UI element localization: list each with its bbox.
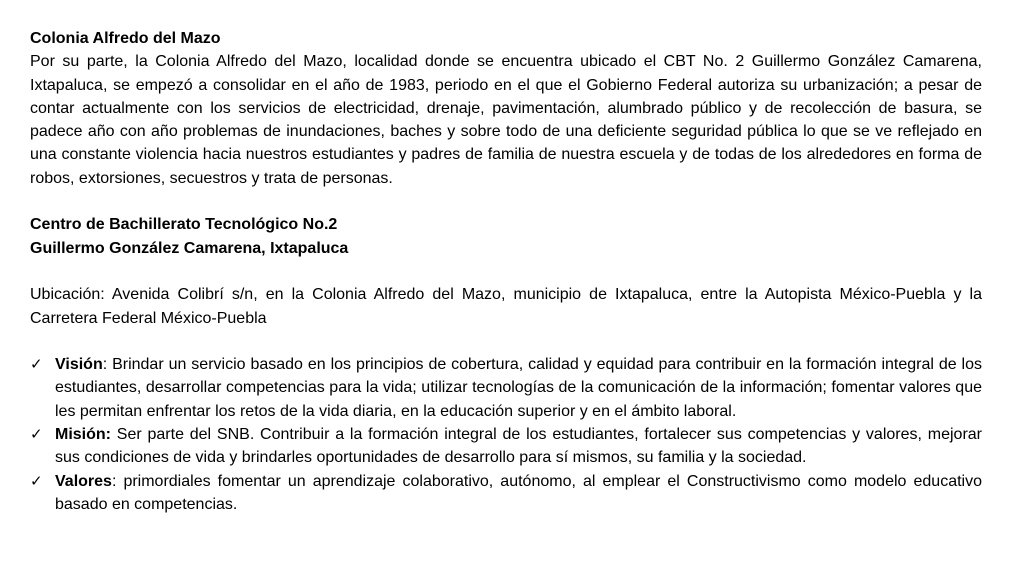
checkmark-icon: ✓ [30, 472, 43, 490]
values-list [30, 353, 982, 516]
school-heading-line1: Centro de Bachillerato Tecnológico No.2 [30, 216, 338, 234]
vision-label: Visión [55, 356, 103, 374]
school-heading-line2: Guillermo González Camarena, Ixtapaluca [30, 239, 349, 257]
colonia-heading: Colonia Alfredo del Mazo [30, 30, 221, 47]
list-item-vision [30, 353, 982, 423]
spacer [30, 260, 982, 283]
values-text [55, 470, 982, 517]
vision-text [55, 353, 982, 423]
mission-text [55, 423, 982, 470]
colonia-paragraph: Por su parte, la Colonia Alfredo del Mazo, localidad donde se encuentra ubicado el CBT No. 2 Guillermo González Camarena, Ixtapaluca, se empezó a consolidar en el año de 1983, periodo en el que el Gobierno Federal autoriza su urbanización; a pesar de contar actualmente con los servicios de electricidad, drenaje, pavimentación, alumbrado público y de recolección de basura, se padece año con año problemas de inundaciones, baches y sobre todo de una deficiente seguridad pública lo que se ve reflejado en una constante violencia hacia nuestros estudiantes y padres de familia de nuestra escuela y de todas de los alrededores en forma de robos, extorsiones, secuestros y trata de personas. [30, 53, 982, 187]
mission-body: Ser parte del SNB. Contribuir a la formación integral de los estudiantes, fortalecer sus competencias y valores, mejorar sus condiciones de vida y brindarles oportunidades de desarrollo para sí mismos, su familia y la sociedad. [55, 426, 982, 467]
mission-label: Misión: [55, 426, 111, 444]
spacer [30, 190, 982, 213]
checkmark-icon: ✓ [30, 356, 43, 374]
vision-body: : Brindar un servicio basado en los principios de cobertura, calidad y equidad para contribuir en la formación integral de los estudiantes, desarrollar competencias para la vida; utilizar tecnologías de la comunicación de la información; fomentar valores que les permitan enfrentar los retos de la vida diaria, en la educación superior y en el ámbito laboral. [55, 356, 982, 420]
spacer [30, 330, 982, 353]
list-item-mission [30, 423, 982, 470]
checkmark-icon: ✓ [30, 426, 43, 444]
list-item-values [30, 470, 982, 517]
values-label: Valores [55, 472, 112, 490]
location-paragraph: Ubicación: Avenida Colibrí s/n, en la Colonia Alfredo del Mazo, municipio de Ixtapaluca, entre la Autopista México-Puebla y la Carretera Federal México-Puebla [30, 286, 982, 327]
values-body: : primordiales fomentar un aprendizaje colaborativo, autónomo, al emplear el Constructivismo como modelo educativo basado en competencias. [55, 472, 982, 513]
